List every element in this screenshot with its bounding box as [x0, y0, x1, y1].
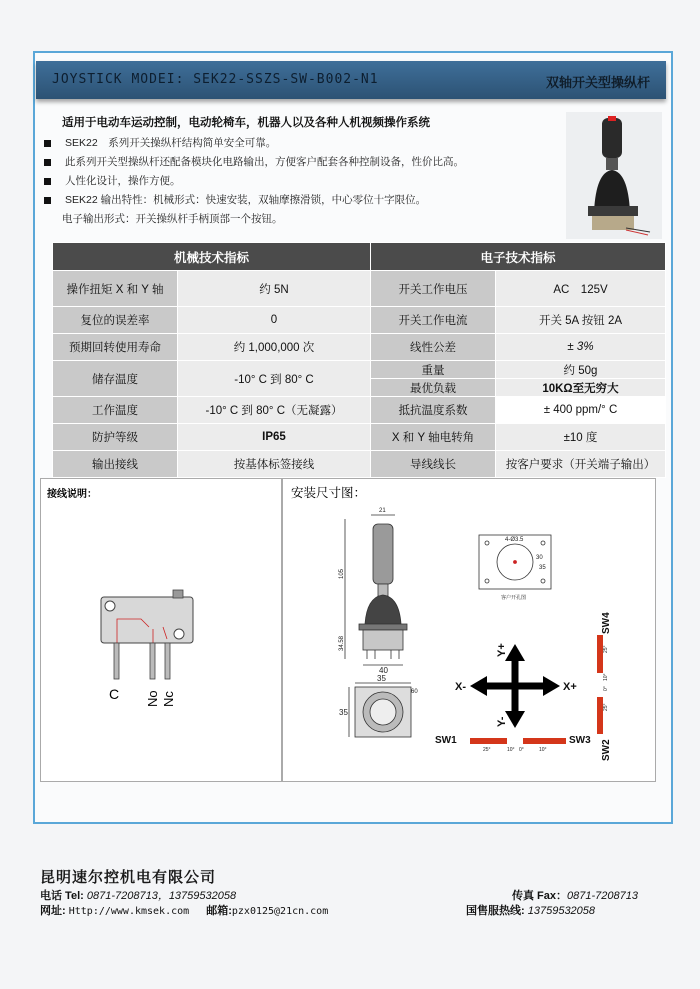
table-cell: 重量 [371, 361, 496, 379]
table-row [53, 397, 666, 424]
switch-label: SW2 [601, 739, 612, 761]
dimension-drawing [283, 479, 655, 781]
dim-label: 35 [539, 565, 546, 571]
dim-label: 34.58 [339, 635, 345, 651]
table-row [53, 424, 666, 451]
table-cell: -10° C 到 80° C（无凝露） [178, 397, 371, 424]
switch-label: SW1 [435, 735, 457, 746]
table-cell: 约 1,000,000 次 [178, 334, 371, 361]
table-cell: 10KΩ至无穷大 [496, 379, 666, 397]
table-row [53, 307, 666, 334]
wiring-title: 接线说明： [47, 489, 97, 500]
title-bar [36, 61, 666, 99]
table-cell: 工作温度 [53, 397, 178, 424]
product-kind: 双轴开关型操纵杆 [545, 75, 650, 90]
table-row [53, 361, 666, 379]
table-cell: ±10 度 [496, 424, 666, 451]
drawing-title: 安装尺寸图： [291, 486, 367, 500]
table-cell: AC 125V [496, 271, 666, 307]
table-cell: ± 3% [496, 334, 666, 361]
dim-label: 21 [379, 508, 386, 514]
dim-label: 35 [339, 708, 348, 717]
bullet-item: 人性化设计，操作方便。 [44, 173, 181, 188]
intro-lead: 适用于电动车运动控制，电动轮椅车，机器人以及各种人机视频操作系统 [62, 117, 430, 129]
table-cell: 线性公差 [371, 334, 496, 361]
bullet-icon [44, 197, 51, 204]
table-cell: X 和 Y 轴电转角 [371, 424, 496, 451]
angle-label: 25° [483, 747, 491, 753]
table-cell: 约 50g [496, 361, 666, 379]
joystick-photo [566, 112, 662, 239]
axis-label: X+ [563, 681, 577, 693]
pin-label-c: C [109, 686, 120, 702]
table-cell: 储存温度 [53, 361, 178, 397]
tel-number: 0871-7208713，13759532058 [86, 890, 237, 902]
table-cell: -10° C 到 80° C [178, 361, 371, 397]
table-cell: 开关工作电流 [371, 307, 496, 334]
angle-label: 10° [507, 747, 515, 753]
microswitch-diagram [41, 479, 281, 781]
tel-line: 电话 Tel: 0871-7208713，13759532058 [40, 890, 237, 902]
angle-label: 25° [603, 645, 609, 653]
cutout-caption: 客户开孔图 [501, 595, 527, 601]
table-cell: 导线线长 [371, 451, 496, 478]
table-cell: 开关工作电压 [371, 271, 496, 307]
axis-label: Y+ [496, 643, 508, 657]
table-cell: 抵抗温度系数 [371, 397, 496, 424]
fax-line: 传真 Fax：0871-7208713 [512, 890, 638, 902]
table-cell: 预期回转使用寿命 [53, 334, 178, 361]
angle-label: 10° [539, 747, 547, 753]
bullet-item: 此系列开关型操纵杆还配备模块化电路输出，方便客户配套各种控制设备，性价比高。 [44, 154, 464, 169]
table-cell: 最优负载 [371, 379, 496, 397]
hotline-line: 国售服热线: 13759532058 [466, 905, 596, 917]
dim-label: 40 [379, 666, 388, 675]
dim-label: 30 [536, 555, 543, 561]
table-cell: ± 400 ppm/° C [496, 397, 666, 424]
dim-label: 4-Ø3.5 [505, 537, 524, 543]
table-row [53, 271, 666, 307]
axis-label: X- [455, 681, 466, 693]
hotline-number: 13759532058 [527, 905, 596, 917]
switch-label: SW3 [569, 735, 591, 746]
table-cell: 按客户要求（开关端子输出） [496, 451, 666, 478]
elec-header: 电子技术指标 [371, 243, 666, 271]
table-cell: 按基体标签接线 [178, 451, 371, 478]
fax-number: 0871-7208713 [567, 890, 638, 902]
dim-label: 35 [377, 674, 386, 683]
table-cell: IP65 [178, 424, 371, 451]
pin-label-nc: Nc [161, 691, 176, 707]
web-line: 网址: Http://www.kmsek.com 邮箱:pzx0125@21cn.com [40, 905, 329, 917]
table-cell: 开关 5A 按钮 2A [496, 307, 666, 334]
bullet-icon [44, 159, 51, 166]
email-link[interactable]: pzx0125@21cn.com [231, 906, 329, 917]
company-name: 昆明速尔控机电有限公司 [40, 869, 217, 886]
table-row [53, 334, 666, 361]
intro-extra: 电子输出形式：开关操纵杆手柄顶部一个按钮。 [62, 213, 283, 225]
table-cell: 复位的误差率 [53, 307, 178, 334]
bullet-item: SEK22 输出特性：机械形式：快速安装，双轴摩擦滑锁，中心零位十字限位。 [44, 192, 426, 207]
angle-label: 25° [603, 703, 609, 711]
table-cell: 操作扭矩 X 和 Y 轴 [53, 271, 178, 307]
switch-label: SW4 [601, 612, 612, 634]
table-cell: 0 [178, 307, 371, 334]
wiring-panel [40, 478, 282, 782]
bullet-icon [44, 178, 51, 185]
website-link[interactable]: Http://www.kmsek.com [68, 906, 190, 917]
model-title: JOYSTICK MODEI: SEK22-SSZS-SW-B002-N1 [52, 72, 379, 87]
angle-label: 0° [603, 686, 609, 691]
dimension-panel [282, 478, 656, 782]
spec-table [52, 242, 666, 478]
dim-label: 60 [411, 689, 418, 695]
angle-label: 10° [603, 673, 609, 681]
bullet-item: SEK22 系列开关操纵杆结构简单安全可靠。 [44, 135, 276, 150]
table-cell: 输出接线 [53, 451, 178, 478]
table-row [53, 451, 666, 478]
dim-label: 105 [339, 568, 345, 579]
angle-label: 0° [519, 747, 524, 753]
table-cell: 约 5N [178, 271, 371, 307]
pin-label-no: No [145, 690, 160, 707]
mech-header: 机械技术指标 [53, 243, 371, 271]
bullet-icon [44, 140, 51, 147]
table-cell: 防护等级 [53, 424, 178, 451]
axis-label: Y- [496, 716, 508, 727]
